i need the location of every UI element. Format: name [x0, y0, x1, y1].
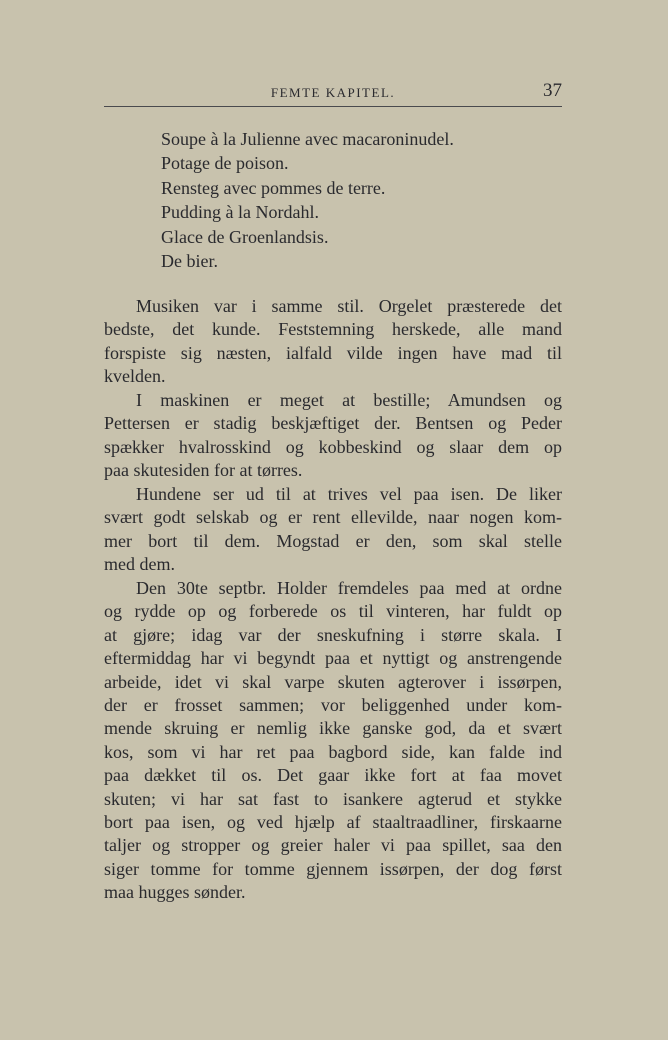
paragraph-music	[104, 295, 562, 389]
text-line: eftermiddag har vi begyndt paa et nyttigt og anstrengende	[104, 648, 562, 669]
text-line: der er frosset sammen; vor beliggenhed under kom-	[104, 695, 562, 716]
text-line: Musiken var i samme stil. Orgelet præsterede det	[136, 296, 562, 316]
text-line: Hundene ser ud til at trives vel paa isen. De liker	[136, 484, 562, 504]
menu-item: Glace de Groenlandsis.	[161, 226, 329, 247]
text-line: Den 30te septbr. Holder fremdeles paa med at ordne	[136, 578, 562, 598]
text-line: bort paa isen, og ved hjælp af staaltraadliner, firskaarne	[104, 812, 562, 833]
text-line: taljer og stropper og greier haler vi paa spillet, saa den	[104, 835, 562, 856]
text-line: Pettersen er stadig beskjæftiget der. Bentsen og Peder	[104, 413, 562, 434]
text-line: at gjøre; idag var der sneskufning i større skala. I	[104, 624, 562, 645]
text-line: maa hugges sønder.	[104, 882, 246, 903]
text-line: svært godt selskab og er rent ellevilde, naar nogen kom-	[104, 507, 562, 528]
text-line: med dem.	[104, 554, 175, 575]
text-line: paa dækket til os. Det gaar ikke fort at faa movet	[104, 765, 562, 786]
text-line: kvelden.	[104, 366, 166, 387]
menu-item: De bier.	[161, 251, 218, 272]
text-line: paa skutesiden for at tørres.	[104, 460, 303, 481]
text-line: mer bort til dem. Mogstad er den, som skal stelle	[104, 530, 562, 551]
text-line: bedste, det kunde. Feststemning herskede, alle mand	[104, 319, 562, 340]
menu-item: Pudding à la Nordahl.	[161, 202, 319, 223]
text-line: forspiste sig næsten, ialfald vilde ingen have mad til	[104, 342, 562, 363]
page-header	[104, 80, 562, 107]
running-head: FEMTE KAPITEL.	[270, 85, 396, 100]
paragraph-machine	[104, 389, 562, 483]
text-line: I maskinen er meget at bestille; Amundsen og	[136, 390, 562, 410]
text-line: skuten; vi har sat fast to isankere agterud et stykke	[104, 788, 562, 809]
text-line: spækker hvalrosskind og kobbeskind og slaar dem op	[104, 436, 562, 457]
page-number: 37	[543, 80, 562, 101]
menu-item: Soupe à la Julienne avec macaroninudel.	[161, 129, 454, 149]
text-line: kos, som vi har ret paa bagbord side, kan falde ind	[104, 741, 562, 762]
menu-list	[161, 127, 454, 273]
menu-item: Rensteg avec pommes de terre.	[161, 177, 386, 198]
text-line: siger tomme for tomme gjennem issørpen, der dog først	[104, 858, 562, 879]
menu-item: Potage de poison.	[161, 153, 289, 174]
text-line: mende skruing er nemlig ikke ganske god, da et svært	[104, 718, 562, 739]
text-line: og rydde op og forberede os til vinteren, har fuldt op	[104, 601, 562, 622]
paragraph-diary-entry	[104, 577, 562, 905]
paragraph-dogs	[104, 483, 562, 577]
text-line: arbeide, idet vi skal varpe skuten agterover i issørpen,	[104, 671, 562, 692]
